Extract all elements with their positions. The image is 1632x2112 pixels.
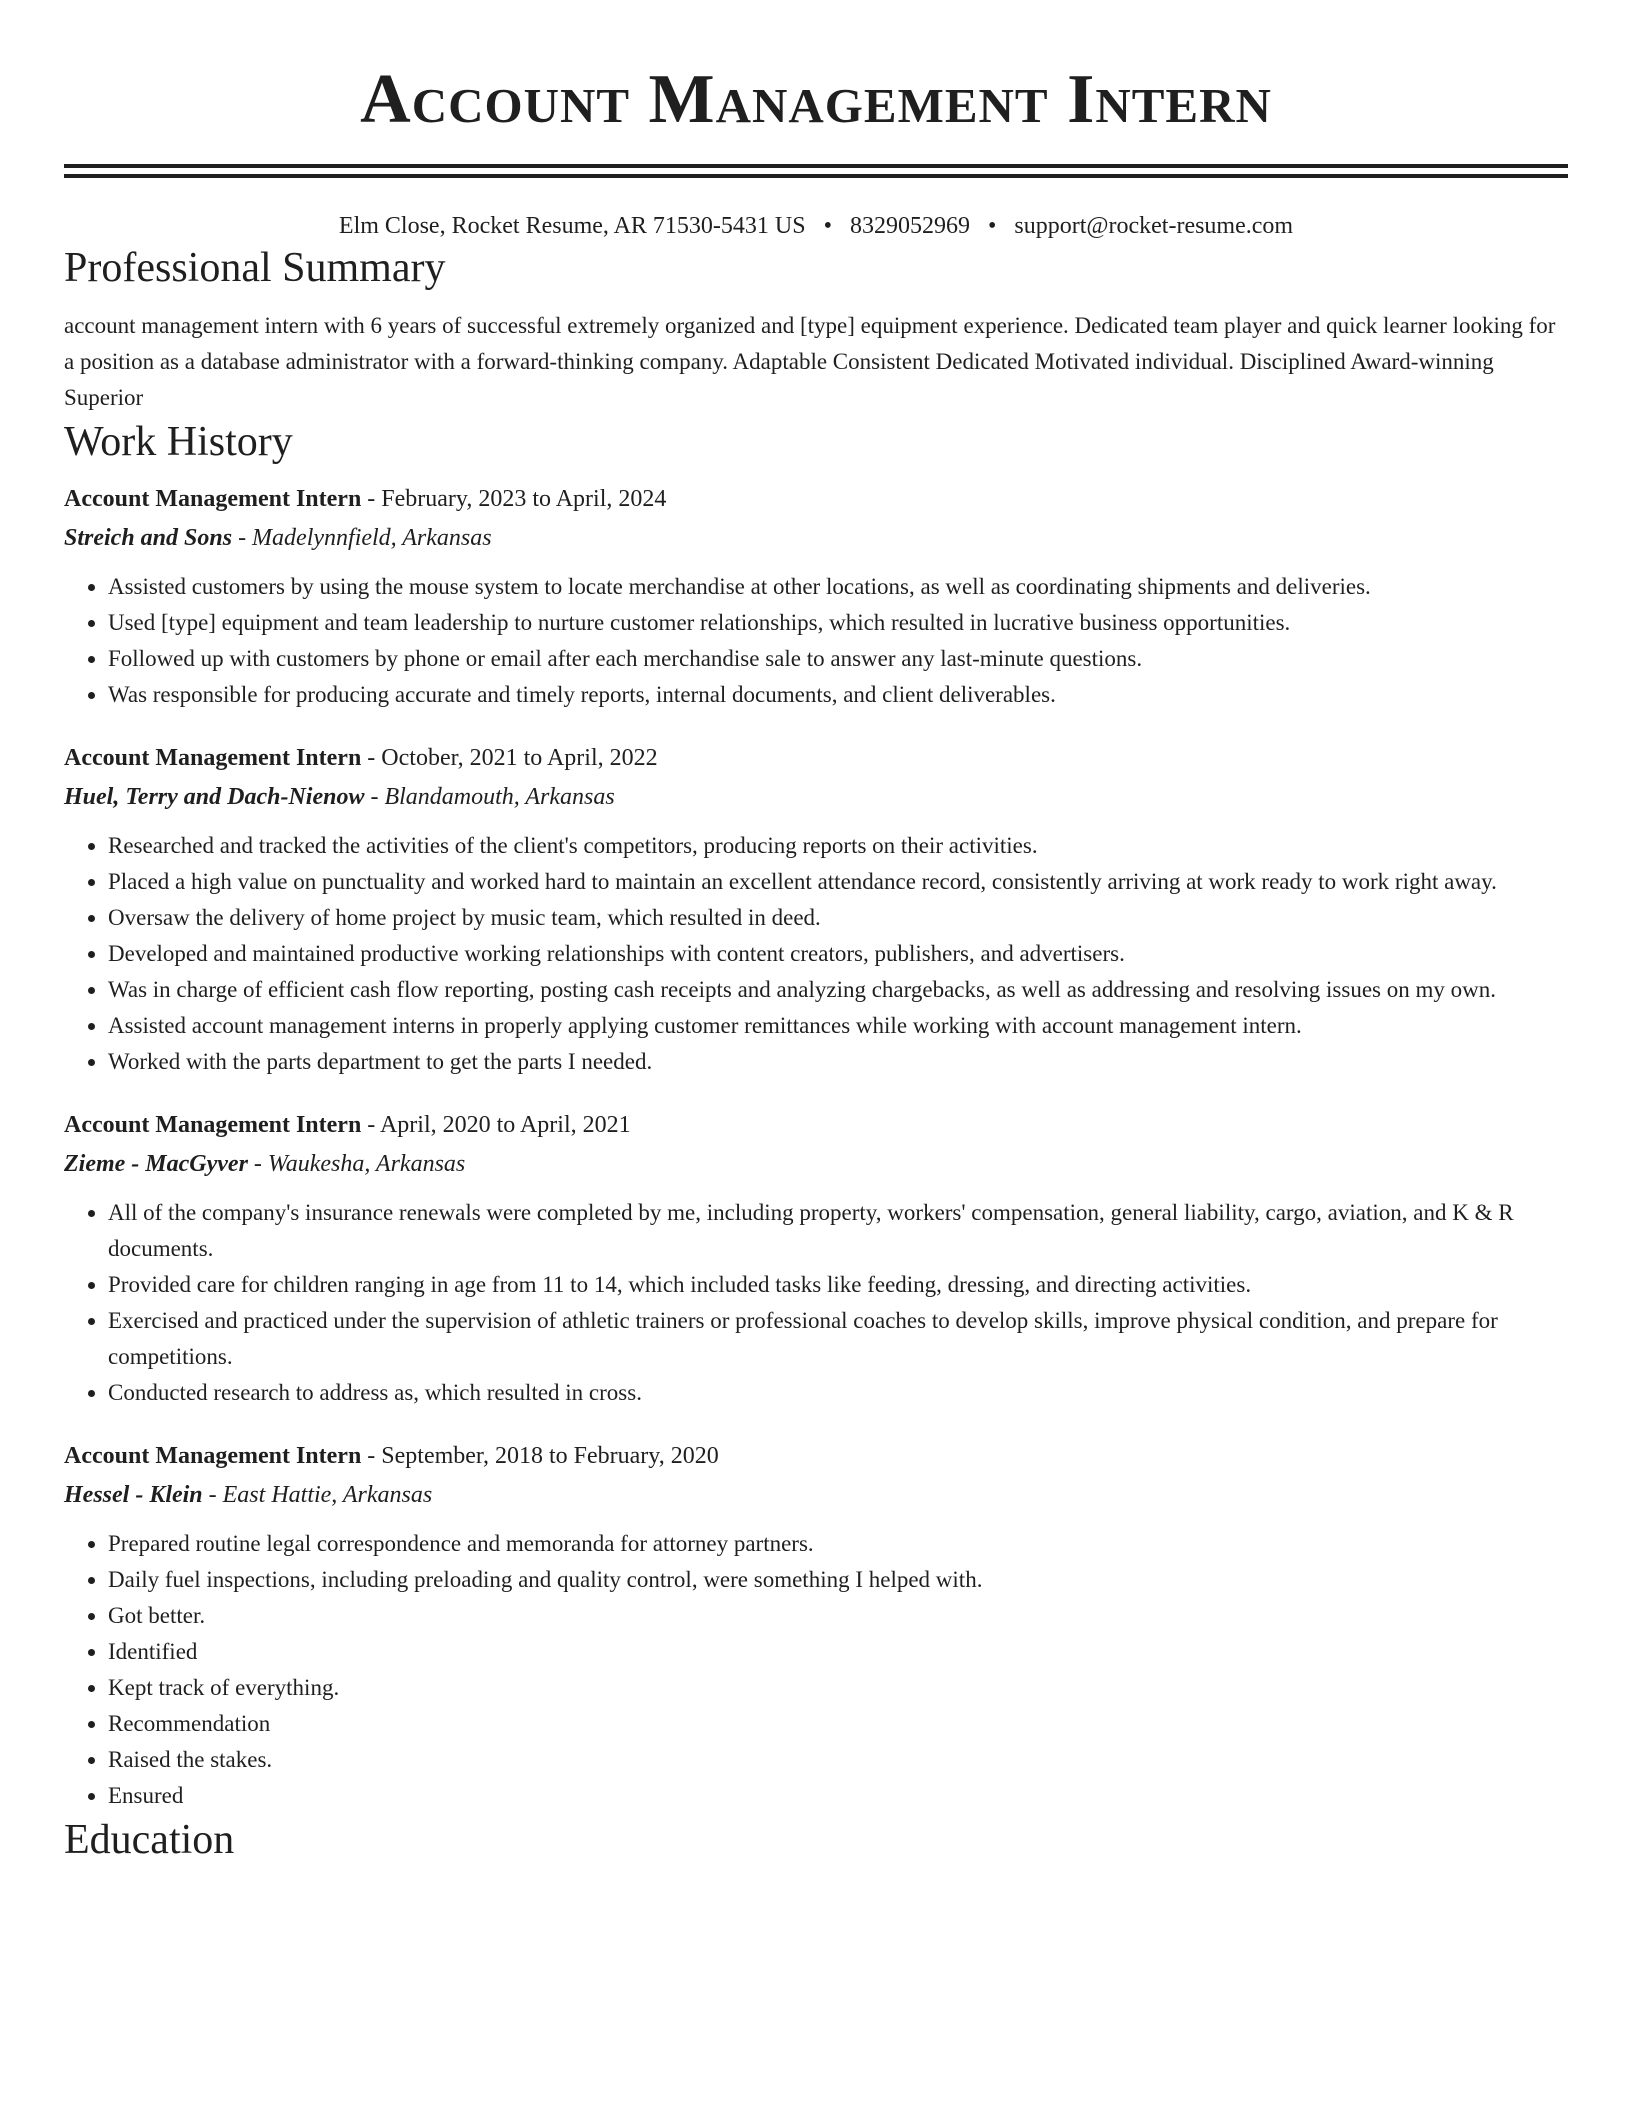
employer-line [64, 519, 1568, 557]
job-title-line [64, 1106, 1568, 1145]
title-divider-bottom [64, 174, 1568, 178]
contact-separator: • [987, 213, 997, 239]
bullet-item: • Developed and maintained productive working relationships with content creators, publishers, and advertisers. [108, 936, 1568, 972]
bullet-item: • All of the company's insurance renewals were completed by me, including property, workers' compensation, general liability, cargo, aviation, and K & R documents. [108, 1195, 1568, 1267]
job-title: Account Management Intern [64, 1443, 362, 1469]
bullet-item: • Used [type] equipment and team leadership to nurture customer relationships, which resulted in lucrative business opportunities. [108, 605, 1568, 641]
bullet-item: • Identified [108, 1634, 1568, 1670]
bullet-item: • Got better. [108, 1598, 1568, 1634]
bullet-item: • Ensured [108, 1778, 1568, 1814]
bullet-item: • Conducted research to address as, which resulted in cross. [108, 1375, 1568, 1411]
resume-title: Account Management Intern [360, 61, 1272, 138]
contact-phone: 8329052969 [849, 213, 970, 239]
work-history-heading: Work History [64, 419, 293, 465]
job-entry [64, 480, 1568, 713]
bullet-item: • Was responsible for producing accurate and timely reports, internal documents, and client deliverables. [108, 677, 1568, 713]
job-title: Account Management Intern [64, 486, 362, 512]
employer-location: - Blandamouth, Arkansas [364, 784, 615, 810]
summary-heading: Professional Summary [64, 245, 446, 291]
contact-separator: • [823, 213, 832, 239]
job-title-line [64, 739, 1568, 778]
job-bullets [64, 828, 1568, 1080]
job-dates: - April, 2020 to April, 2021 [361, 1112, 631, 1138]
employer-line [64, 1145, 1568, 1183]
bullet-item: • Placed a high value on punctuality and worked hard to maintain an excellent attendance record, consistently arriving at work ready to work right away. [108, 864, 1568, 900]
bullet-item: • Oversaw the delivery of home project by music team, which resulted in deed. [108, 900, 1568, 936]
employer-name: Huel, Terry and Dach-Nienow [64, 784, 365, 810]
job-title: Account Management Intern [64, 1112, 362, 1138]
bullet-item: • Worked with the parts department to get the parts I needed. [108, 1044, 1568, 1080]
job-dates: - October, 2021 to April, 2022 [361, 745, 658, 771]
job-entry [64, 739, 1568, 1080]
job-dates: - September, 2018 to February, 2020 [361, 1443, 719, 1469]
summary-text: account management intern with 6 years of successful extremely organized and [type] equipment experience. Dedicated team player and quick learner looking for a position as a database administrator with a forward-thinking company. Adaptable Consistent Dedicated Motivated individual. Disciplined Award-winning Superior [64, 313, 1556, 410]
job-title-line [64, 480, 1568, 519]
employer-location: - Madelynnfield, Arkansas [232, 525, 492, 551]
resume-page [64, 0, 1568, 1866]
employer-name: Zieme - MacGyver [64, 1151, 248, 1177]
employer-location: - Waukesha, Arkansas [247, 1151, 466, 1177]
bullet-item: • Provided care for children ranging in age from 11 to 14, which included tasks like feeding, dressing, and directing activities. [108, 1267, 1568, 1303]
job-title-line [64, 1437, 1568, 1476]
job-entry [64, 1106, 1568, 1411]
employer-line [64, 1476, 1568, 1514]
job-title: Account Management Intern [64, 745, 362, 771]
bullet-item: • Researched and tracked the activities of the client's competitors, producing reports on their activities. [108, 828, 1568, 864]
bullet-item: • Recommendation [108, 1706, 1568, 1742]
bullet-item: • Raised the stakes. [108, 1742, 1568, 1778]
employer-location: - East Hattie, Arkansas [202, 1482, 433, 1508]
job-bullets [64, 1195, 1568, 1411]
contact-address: Elm Close, Rocket Resume, AR 71530-5431 US [338, 213, 806, 239]
bullet-item: • Was in charge of efficient cash flow reporting, posting cash receipts and analyzing chargebacks, as well as addressing and resolving issues on my own. [108, 972, 1568, 1008]
employer-name: Streich and Sons [64, 525, 233, 551]
education-heading: Education [64, 1817, 235, 1863]
contact-email: support@rocket-resume.com [1014, 213, 1294, 239]
bullet-item: • Followed up with customers by phone or email after each merchandise sale to answer any last-minute questions. [108, 641, 1568, 677]
bullet-item: • Assisted customers by using the mouse system to locate merchandise at other locations, as well as coordinating shipments and deliveries. [108, 569, 1568, 605]
bullet-item: • Exercised and practiced under the supervision of athletic trainers or professional coaches to develop skills, improve physical condition, and prepare for competitions. [108, 1303, 1568, 1375]
bullet-item: • Prepared routine legal correspondence and memoranda for attorney partners. [108, 1526, 1568, 1562]
bullet-item: • Kept track of everything. [108, 1670, 1568, 1706]
bullet-item: • Daily fuel inspections, including preloading and quality control, were something I helped with. [108, 1562, 1568, 1598]
employer-line [64, 778, 1568, 816]
job-dates: - February, 2023 to April, 2024 [361, 486, 667, 512]
job-entry [64, 1437, 1568, 1814]
bullet-item: • Assisted account management interns in properly applying customer remittances while working with account management intern. [108, 1008, 1568, 1044]
contact-line [64, 210, 1568, 242]
job-bullets [64, 569, 1568, 713]
employer-name: Hessel - Klein [64, 1482, 203, 1508]
job-bullets [64, 1526, 1568, 1814]
title-divider-top [64, 164, 1568, 168]
